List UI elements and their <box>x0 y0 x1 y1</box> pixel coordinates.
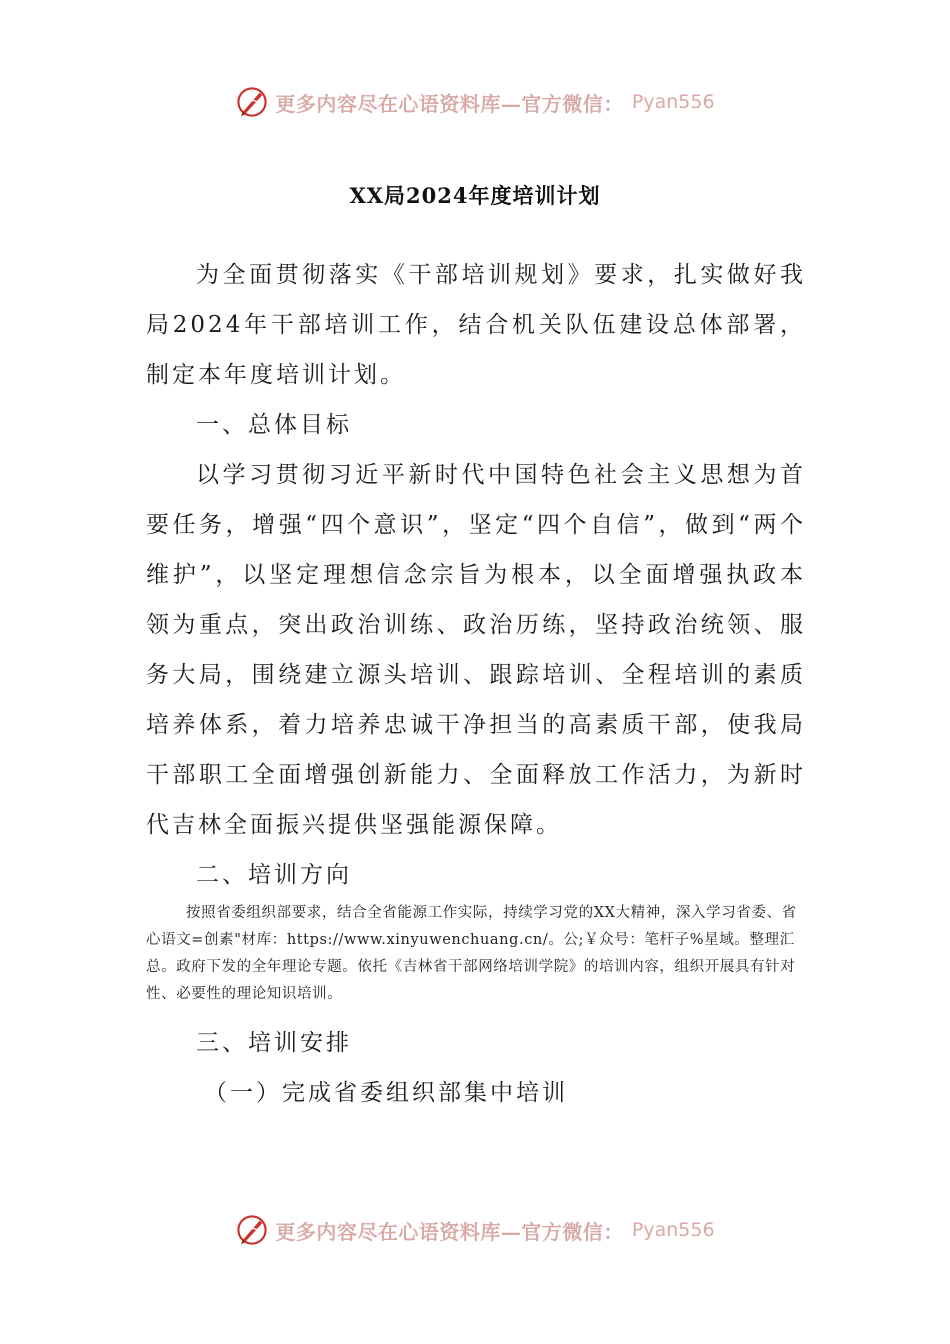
section-1-heading: 一、总体目标 <box>196 412 352 438</box>
pen-logo-icon <box>235 1213 269 1247</box>
section-1-body: 以学习贯彻习近平新时代中国特色社会主义思想为首要任务，增强“四个意识”，坚定“四个自信”，做到“两个维护”，以坚定理想信念宗旨为根本，以全面增强执政本领为重点，突出政治训练、政治历练，坚持政治统领、服务大局，围绕建立源头培训、跟踪培训、全程培训的素质培养体系，着力培养忠诚干净担当的高素质干部，使我局干部职工全面增强创新能力、全面释放工作活力，为新时代吉林全面振兴提供坚强能源保障。 <box>146 462 806 838</box>
watermark-banner-top <box>0 82 950 122</box>
watermark-text: 更多内容尽在心语资料库—官方微信： <box>275 1219 624 1244</box>
section-3-heading: 三、培训安排 <box>196 1030 352 1056</box>
pen-logo-icon <box>235 85 269 119</box>
section-3-subheading-1: （一）完成省委组织部集中培训 <box>204 1080 568 1106</box>
section-2-heading: 二、培训方向 <box>196 862 352 888</box>
document-body <box>146 250 806 1118</box>
watermark-banner-bottom <box>0 1210 950 1250</box>
watermark-id: Pyan556 <box>631 91 715 113</box>
section-2-body: 按照省委组织部要求，结合全省能源工作实际，持续学习党的XX大精神，深入学习省委、省心语文=创素"材库：https://www.xinyuwenchuang.cn/。公;￥众号：笔杆子%星域。整理汇总。政府下发的全年理论专题。依托《吉林省干部网络培训学院》的培训内容，组织开展具有针对性、必要性的理论知识培训。 <box>146 905 797 1002</box>
intro-paragraph: 为全面贯彻落实《干部培训规划》要求，扎实做好我局2024年干部培训工作，结合机关队伍建设总体部署，制定本年度培训计划。 <box>146 262 806 388</box>
document-title: XX局2024年度培训计划 <box>349 183 601 208</box>
watermark-text: 更多内容尽在心语资料库—官方微信： <box>275 91 624 116</box>
watermark-id: Pyan556 <box>631 1219 715 1241</box>
